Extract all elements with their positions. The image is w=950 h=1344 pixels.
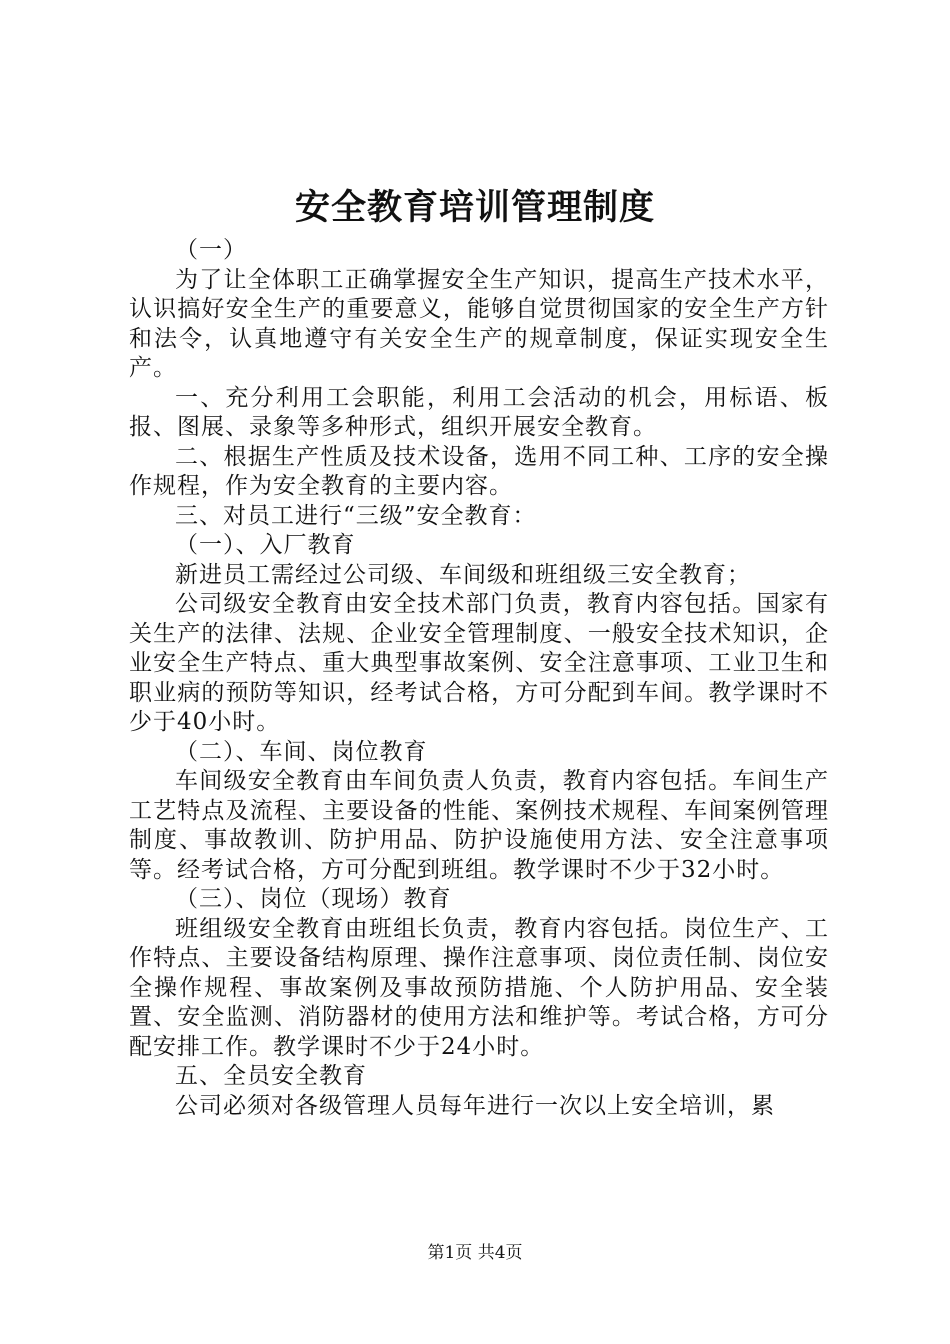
paragraph: （一） — [175, 237, 247, 263]
paragraph: 车间级安全教育由车间负责人负责，教育内容包括。车间生产工艺特点及流程、主要设备的性能、案例技术规程、车间案例管理制度、事故教训、防护用品、防护设施使用方法、安全注意事项等。经考试合格，方可分配到班组。教学课时不少于32小时。 — [129, 768, 829, 883]
document-body — [129, 236, 829, 1121]
paragraph: 为了让全体职工正确掌握安全生产知识，提高生产技术水平，认识搞好安全生产的重要意义，能够自觉贯彻国家的安全生产方针和法令，认真地遵守有关安全生产的规章制度，保证实现安全生产。 — [129, 266, 829, 381]
paragraph: 一、充分利用工会职能，利用工会活动的机会，用标语、板报、图展、录象等多种形式，组织开展安全教育。 — [129, 384, 829, 440]
paragraph: 班组级安全教育由班组长负责，教育内容包括。岗位生产、工作特点、主要设备结构原理、操作注意事项、岗位责任制、岗位安全操作规程、事故案例及事故预防措施、个人防护用品、安全装置、安全监测、消防器材的使用方法和维护等。考试合格，方可分配安排工作。教学课时不少于24小时。 — [129, 915, 829, 1060]
paragraph: 三、对员工进行“三级”安全教育： — [175, 502, 537, 529]
paragraph: （三）、岗位（现场）教育 — [175, 886, 452, 912]
document-title: 安全教育培训管理制度 — [294, 188, 655, 228]
paragraph: （一）、入厂教育 — [175, 532, 356, 558]
paragraph: 公司级安全教育由安全技术部门负责，教育内容包括。国家有关生产的法律、法规、企业安全管理制度、一般安全技术知识，企业安全生产特点、重大典型事故案例、安全注意事项、工业卫生和职业病的预防等知识，经考试合格，方可分配到车间。教学课时不少于40小时。 — [129, 591, 829, 735]
paragraph: 二、根据生产性质及技术设备，选用不同工种、工序的安全操作规程，作为安全教育的主要内容。 — [129, 443, 829, 499]
paragraph: 五、全员安全教育 — [175, 1063, 367, 1089]
paragraph: 新进员工需经过公司级、车间级和班组级三安全教育； — [175, 561, 751, 588]
page-number: 第1页 共4页 — [427, 1243, 523, 1263]
paragraph: 公司必须对各级管理人员每年进行一次以上安全培训，累 — [175, 1092, 775, 1119]
paragraph: （二）、车间、岗位教育 — [175, 738, 428, 765]
